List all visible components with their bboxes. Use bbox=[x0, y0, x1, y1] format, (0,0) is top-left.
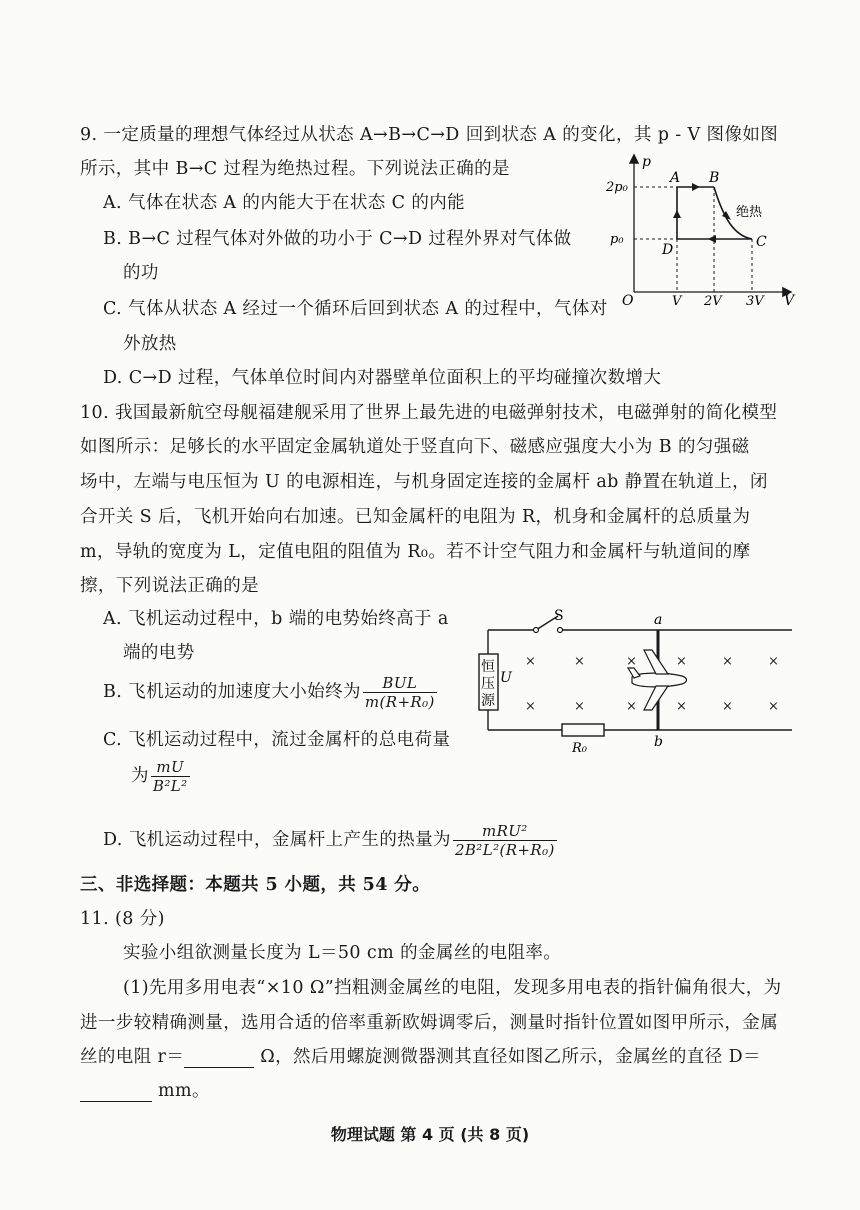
q10-option-d bbox=[103, 822, 559, 859]
q10-option-c-text: 为 bbox=[131, 766, 149, 786]
p-axis-label: p bbox=[642, 154, 651, 170]
switch-label: S bbox=[554, 608, 564, 624]
q9-option-b: B. B→C 过程气体对外做的功小于 C→D 过程外界对气体做 bbox=[103, 229, 572, 249]
q10-option-b-fraction bbox=[363, 674, 437, 711]
rod-end-a: a bbox=[654, 612, 663, 628]
q9-option-c: C. 气体从状态 A 经过一个循环后回到状态 A 的过程中，气体对 bbox=[103, 299, 608, 319]
q9-stem-line2: 所示，其中 B→C 过程为绝热过程。下列说法正确的是 bbox=[80, 159, 510, 179]
source-char-2: 压 bbox=[481, 676, 495, 692]
q11-part1-line1: (1)先用多用电表“×10 Ω”挡粗测金属丝的电阻，发现多用电表的指针偏角很大，为 bbox=[123, 978, 782, 998]
tick-v: V bbox=[672, 294, 682, 309]
point-a: A bbox=[670, 170, 681, 186]
fraction-numerator: mU bbox=[156, 758, 185, 776]
field-cross: × bbox=[574, 654, 585, 669]
tick-2v: 2V bbox=[704, 294, 722, 309]
q9-option-b-cont: 的功 bbox=[123, 263, 159, 283]
q10-option-d-text: D. 飞机运动过程中，金属杆上产生的热量为 bbox=[103, 830, 451, 850]
source-char-3: 源 bbox=[481, 693, 495, 709]
q9-option-d: D. C→D 过程，气体单位时间内对器壁单位面积上的平均碰撞次数增大 bbox=[103, 368, 662, 388]
q10-stem-line6: 擦，下列说法正确的是 bbox=[80, 576, 259, 596]
v-axis-label: V bbox=[784, 293, 795, 309]
q11-part1-line3 bbox=[80, 1046, 761, 1068]
q11-intro: 实验小组欲测量长度为 L＝50 cm 的金属丝的电阻率。 bbox=[123, 943, 562, 963]
q10-option-b-text: B. 飞机运动的加速度大小始终为 bbox=[103, 682, 361, 702]
q10-stem-line3: 场中，左端与电压恒为 U 的电源相连，与机身固定连接的金属杆 ab 静置在轨道上，闭 bbox=[80, 472, 768, 492]
q10-option-c-fraction bbox=[151, 758, 190, 795]
q11-part1-line4 bbox=[80, 1080, 210, 1102]
field-cross: × bbox=[574, 699, 585, 714]
fraction-numerator: mRU² bbox=[481, 822, 528, 840]
q9-stem-line1: 9. 一定质量的理想气体经过从状态 A→B→C→D 回到状态 A 的变化，其 p - V 图像如图 bbox=[80, 125, 779, 145]
voltage-label: U bbox=[500, 670, 512, 686]
q10-option-c: C. 飞机运动过程中，流过金属杆的总电荷量 bbox=[103, 730, 451, 750]
tick-2p0: 2p₀ bbox=[606, 180, 628, 195]
field-cross: × bbox=[626, 654, 637, 669]
q10-option-b bbox=[103, 674, 439, 711]
q11-text: mm。 bbox=[152, 1081, 210, 1101]
q10-stem-line1: 10. 我国最新航空母舰福建舰采用了世界上最先进的电磁弹射技术，电磁弹射的简化模型 bbox=[80, 403, 778, 423]
q9-option-c-cont: 外放热 bbox=[123, 334, 177, 354]
page-footer: 物理试题 第 4 页 (共 8 页) bbox=[330, 1125, 530, 1144]
fraction-denominator: 2B²L²(R+R₀) bbox=[454, 841, 555, 859]
q10-stem-line2: 如图所示：足够长的水平固定金属轨道处于竖直向下、磁感应强度大小为 B 的匀强磁 bbox=[80, 437, 750, 457]
origin-label: O bbox=[622, 293, 634, 309]
field-cross: × bbox=[722, 654, 733, 669]
q10-stem-line4: 合开关 S 后，飞机开始向右加速。已知金属杆的电阻为 R，机身和金属杆的总质量为 bbox=[80, 507, 751, 527]
answer-blank-r[interactable] bbox=[184, 1049, 254, 1068]
arrow-da bbox=[673, 210, 681, 218]
q9-option-a: A. 气体在状态 A 的内能大于在状态 C 的内能 bbox=[103, 193, 466, 213]
answer-blank-d[interactable] bbox=[80, 1083, 152, 1102]
fraction-denominator: B²L² bbox=[152, 777, 188, 795]
q11-text: Ω，然后用螺旋测微器测其直径如图乙所示，金属丝的直径 D＝ bbox=[254, 1047, 761, 1067]
field-cross: × bbox=[525, 654, 536, 669]
q11-part1-line2: 进一步较精确测量，选用合适的倍率重新欧姆调零后，测量时指针位置如图甲所示，金属 bbox=[80, 1013, 779, 1033]
q10-option-c-cont bbox=[131, 758, 192, 795]
point-c: C bbox=[756, 234, 767, 250]
q10-option-d-fraction bbox=[453, 822, 557, 859]
tick-3v: 3V bbox=[746, 294, 764, 309]
point-b: B bbox=[709, 170, 720, 186]
field-cross: × bbox=[768, 654, 779, 669]
q10-option-a-cont: 端的电势 bbox=[123, 643, 195, 663]
fraction-numerator: BUL bbox=[382, 674, 418, 692]
q11-heading: 11. (8 分) bbox=[80, 909, 165, 929]
tick-p0: p₀ bbox=[610, 232, 624, 247]
field-cross: × bbox=[676, 654, 687, 669]
arrow-cd bbox=[708, 235, 716, 243]
q11-text: 丝的电阻 r＝ bbox=[80, 1047, 185, 1067]
rail-circuit-figure bbox=[470, 600, 800, 758]
q10-option-a: A. 飞机运动过程中，b 端的电势始终高于 a bbox=[103, 609, 449, 629]
point-d: D bbox=[662, 242, 674, 258]
field-cross: × bbox=[676, 699, 687, 714]
field-cross: × bbox=[768, 699, 779, 714]
resistor-label: R₀ bbox=[572, 741, 587, 756]
adiabatic-label: 绝热 bbox=[736, 205, 763, 220]
arrow-ab bbox=[692, 183, 700, 191]
rod-end-b: b bbox=[654, 734, 663, 750]
fraction-denominator: m(R+R₀) bbox=[364, 693, 435, 711]
field-cross: × bbox=[722, 699, 733, 714]
section-heading: 三、非选择题：本题共 5 小题，共 54 分。 bbox=[80, 875, 431, 895]
source-char-1: 恒 bbox=[481, 659, 495, 675]
field-cross: × bbox=[525, 699, 536, 714]
resistor-r0 bbox=[562, 724, 604, 736]
q10-stem-line5: m，导轨的宽度为 L，定值电阻的阻值为 R₀。若不计空气阻力和金属杆与轨道间的摩 bbox=[80, 542, 751, 562]
field-cross: × bbox=[626, 699, 637, 714]
pv-graph bbox=[600, 150, 800, 310]
